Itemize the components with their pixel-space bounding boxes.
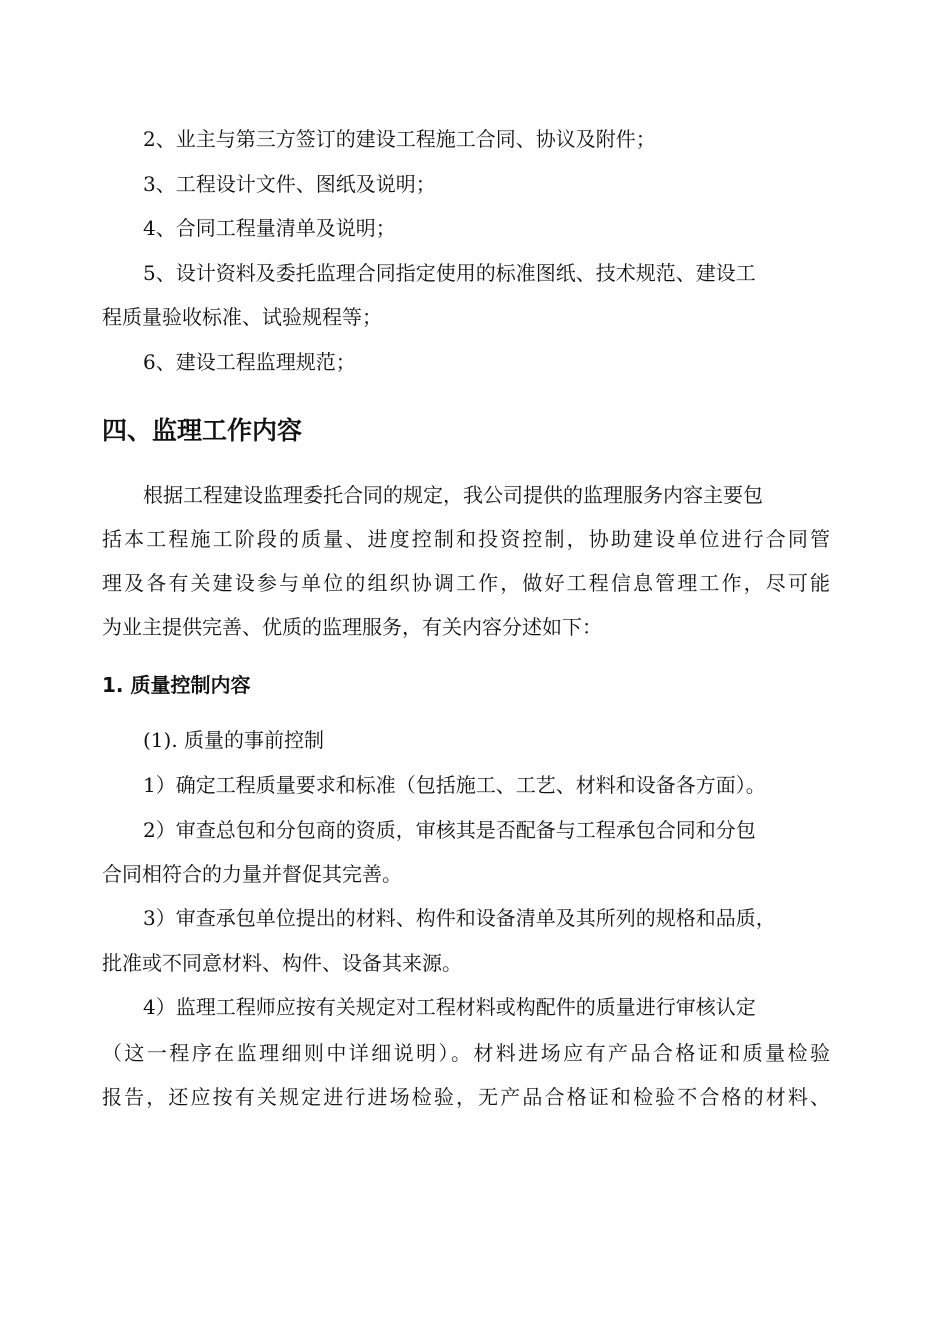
- reference-item-6: 6、建设工程监理规范；: [143, 350, 356, 374]
- intro-paragraph-line-1: 根据工程建设监理委托合同的规定，我公司提供的监理服务内容主要包: [143, 483, 763, 507]
- reference-item-4: 4、合同工程量清单及说明；: [143, 216, 396, 240]
- quality-item-3-line-1: 3）审查承包单位提出的材料、构件和设备清单及其所列的规格和品质，: [143, 906, 776, 930]
- quality-item-4-line-2: （这一程序在监理细则中详细说明）。材料进场应有产品合格证和质量检验: [102, 1041, 830, 1065]
- quality-item-2-line-2: 合同相符合的力量并督促其完善。: [102, 862, 402, 886]
- quality-item-4-line-1: 4）监理工程师应按有关规定对工程材料或构配件的质量进行审核认定: [143, 995, 756, 1019]
- quality-item-4-line-3: 报告，还应按有关规定进行进场检验，无产品合格证和检验不合格的材料、: [102, 1085, 830, 1109]
- intro-paragraph-line-2: 括本工程施工阶段的质量、进度控制和投资控制，协助建设单位进行合同管: [102, 527, 830, 551]
- subsection-subheading: (1). 质量的事前控制: [143, 728, 325, 752]
- reference-item-5-line-2: 程质量验收标准、试验规程等；: [102, 305, 382, 329]
- subsection-heading: 1. 质量控制内容: [102, 673, 251, 697]
- intro-paragraph-line-4: 为业主提供完善、优质的监理服务，有关内容分述如下：: [102, 615, 602, 639]
- quality-item-1: 1）确定工程质量要求和标准（包括施工、工艺、材料和设备各方面）。: [143, 773, 766, 797]
- reference-item-2: 2、业主与第三方签订的建设工程施工合同、协议及附件；: [143, 127, 656, 151]
- reference-item-5-line-1: 5、设计资料及委托监理合同指定使用的标准图纸、技术规范、建设工: [143, 261, 756, 285]
- intro-paragraph-line-3: 理及各有关建设参与单位的组织协调工作，做好工程信息管理工作，尽可能: [102, 571, 830, 595]
- section-heading: 四、监理工作内容: [102, 416, 303, 445]
- quality-item-2-line-1: 2）审查总包和分包商的资质，审核其是否配备与工程承包合同和分包: [143, 818, 756, 842]
- reference-item-3: 3、工程设计文件、图纸及说明；: [143, 172, 436, 196]
- quality-item-3-line-2: 批准或不同意材料、构件、设备其来源。: [102, 951, 462, 975]
